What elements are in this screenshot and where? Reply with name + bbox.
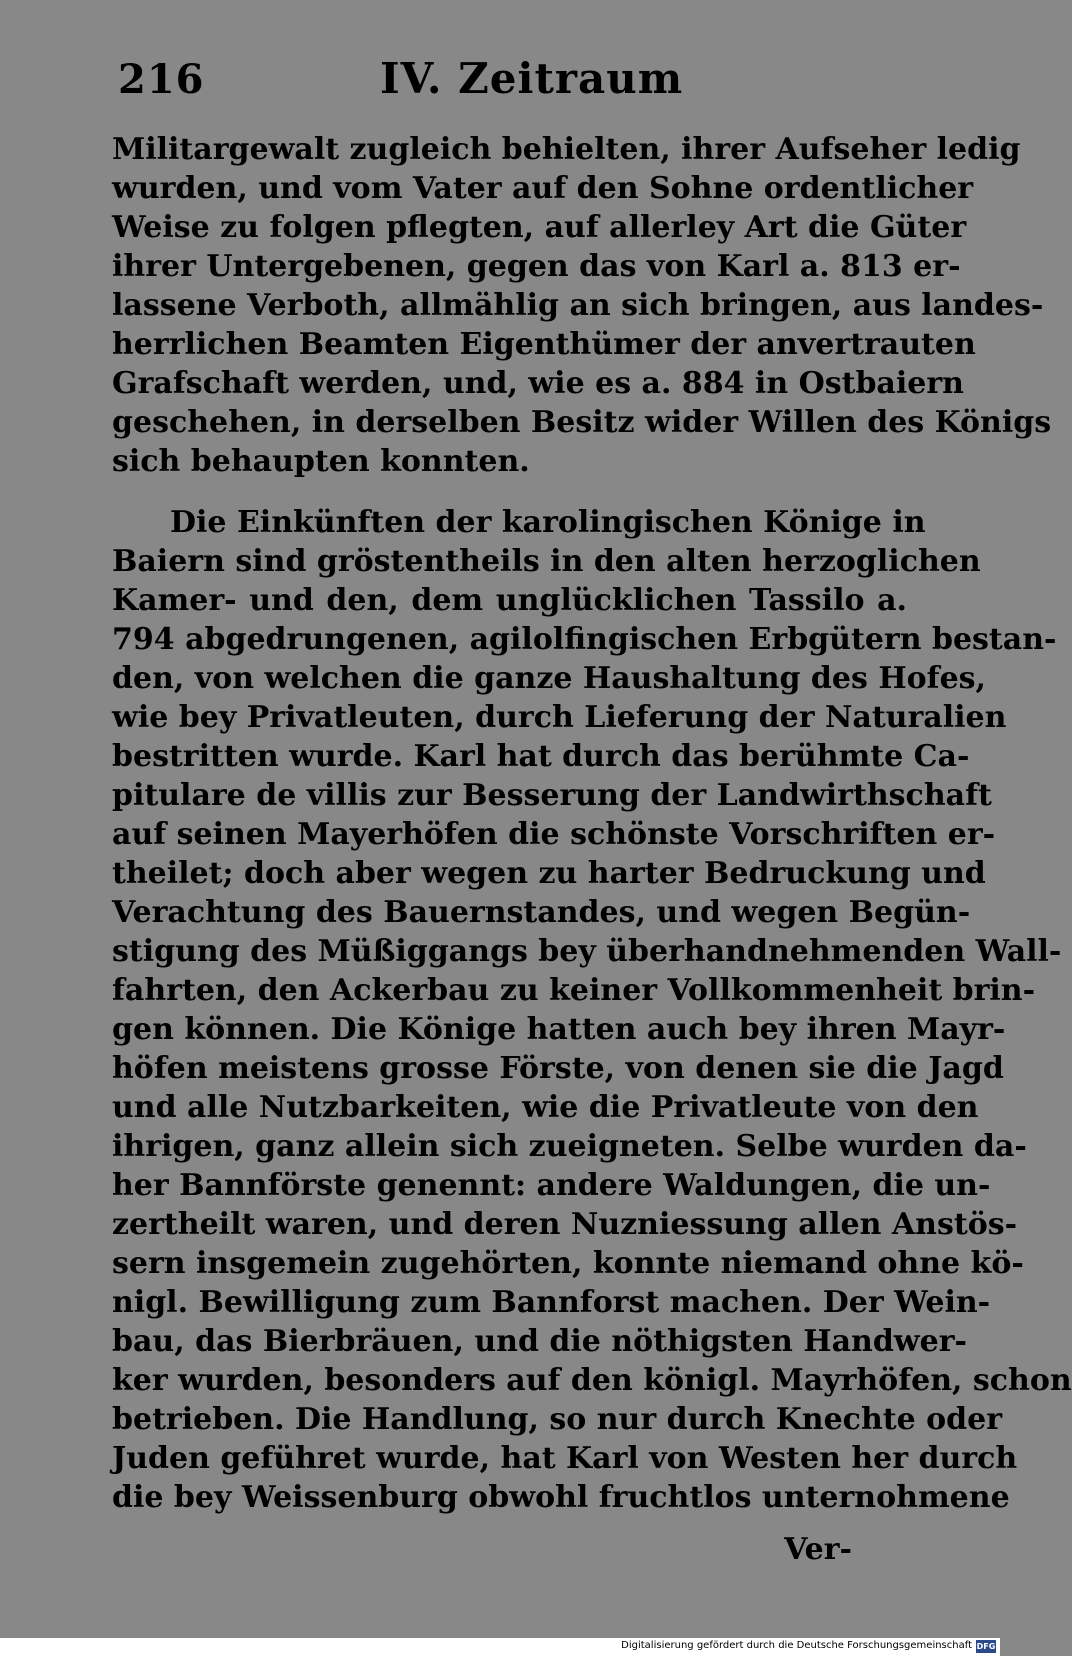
digitization-footer — [0, 1638, 1000, 1656]
text-line: Grafschaft werden, und, wie es a. 884 in Ostbaiern — [112, 366, 964, 401]
text-line: zertheilt waren, und deren Nuzniessung allen Anstös- — [112, 1207, 1018, 1242]
text-line: 794 abgedrungenen, agilolfingischen Erbgütern bestan- — [112, 622, 1057, 657]
text-line: her Bannförste genennt: andere Waldungen, die un- — [112, 1168, 991, 1203]
text-line: pitulare de villis zur Besserung der Landwirthschaft — [112, 778, 992, 813]
text-line: nigl. Bewilligung zum Bannforst machen. Der Wein- — [112, 1285, 991, 1320]
text-line: wie bey Privatleuten, durch Lieferung der Naturalien — [112, 700, 1007, 735]
paragraph-1 — [112, 130, 1052, 481]
text-line: auf seinen Mayerhöfen die schönste Vorschriften er- — [112, 817, 996, 852]
text-line: höfen meistens grosse Förste, von denen sie die Jagd — [112, 1051, 1004, 1086]
text-line: Militargewalt zugleich behielten, ihrer Aufseher ledig — [112, 132, 1021, 167]
text-line: sich behaupten konnten. — [112, 444, 530, 479]
text-line: Juden geführet wurde, hat Karl von Westen her durch — [112, 1441, 1018, 1476]
text-line: den, von welchen die ganze Haushaltung des Hofes, — [112, 661, 986, 696]
running-title: IV. Zeitraum — [380, 54, 684, 103]
text-line: die bey Weissenburg obwohl fruchtlos unternohmene — [112, 1480, 1010, 1515]
funding-credit[interactable]: Digitalisierung gefördert durch die Deutsche Forschungsgemeinschaft — [621, 1640, 972, 1651]
text-line: fahrten, den Ackerbau zu keiner Vollkommenheit brin- — [112, 973, 1036, 1008]
text-line: bestritten wurde. Karl hat durch das berühmte Ca- — [112, 739, 970, 774]
text-line: gen können. Die Könige hatten auch bey ihren Mayr- — [112, 1012, 1006, 1047]
page-header — [112, 52, 912, 112]
text-line: sern insgemein zugehörten, konnte niemand ohne kö- — [112, 1246, 1024, 1281]
text-line: Die Einkünften der karolingischen Könige in — [170, 505, 926, 540]
text-line: ihrigen, ganz allein sich zueigneten. Selbe wurden da- — [112, 1129, 1027, 1164]
text-line: geschehen, in derselben Besitz wider Willen des Königs — [112, 405, 1052, 440]
text-line: bau, das Bierbräuen, und die nöthigsten Handwer- — [112, 1324, 967, 1359]
text-line: und alle Nutzbarkeiten, wie die Privatleute von den — [112, 1090, 979, 1125]
text-line: stigung des Müßiggangs bey überhandnehmenden Wall- — [112, 934, 1062, 969]
text-line: Verachtung des Bauernstandes, und wegen Begün- — [112, 895, 971, 930]
text-line: Baiern sind gröstentheils in den alten herzoglichen — [112, 544, 981, 579]
dfg-logo[interactable]: DFG — [976, 1642, 996, 1651]
text-line: lassene Verboth, allmählig an sich bringen, aus landes- — [112, 288, 1044, 323]
text-line: herrlichen Beamten Eigenthümer der anvertrauten — [112, 327, 976, 362]
text-line: theilet; doch aber wegen zu harter Bedruckung und — [112, 856, 986, 891]
page-number: 216 — [118, 56, 205, 103]
paragraph-2 — [112, 503, 1072, 1517]
text-line: wurden, und vom Vater auf den Sohne ordentlicher — [112, 171, 974, 206]
text-line: ihrer Untergebenen, gegen das von Karl a. 813 er- — [112, 249, 961, 284]
text-line: Weise zu folgen pflegten, auf allerley Art die Güter — [112, 210, 967, 245]
text-line: ker wurden, besonders auf den königl. Mayrhöfen, schon — [112, 1363, 1072, 1398]
text-line: betrieben. Die Handlung, so nur durch Knechte oder — [112, 1402, 1003, 1437]
catchword: Ver- — [784, 1532, 852, 1567]
text-line: Kamer- und den, dem unglücklichen Tassilo a. — [112, 583, 907, 618]
